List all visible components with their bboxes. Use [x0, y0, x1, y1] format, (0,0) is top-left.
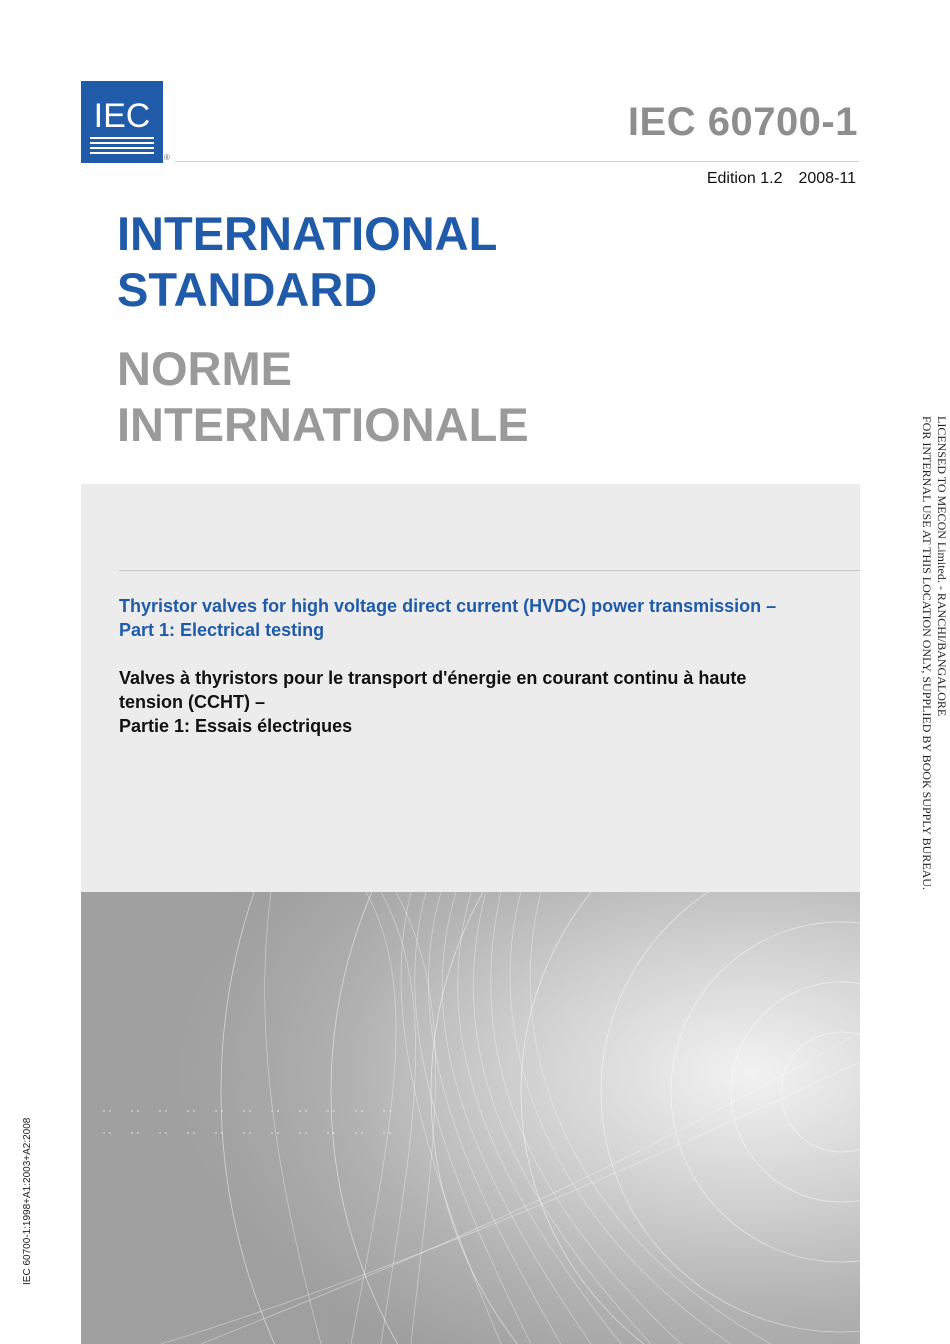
header-divider: [175, 161, 859, 162]
standard-number: IEC 60700-1: [627, 100, 858, 144]
license-notice: [917, 416, 949, 890]
cover-artwork: [81, 892, 860, 1344]
license-notice-line: LICENSED TO MECON Limited. - RANCHI/BANGALORE: [935, 416, 949, 717]
logo-text: IEC: [93, 97, 151, 135]
subtitle-french-line: Valves à thyristors pour le transport d'énergie en courant continu à haute: [119, 668, 747, 688]
subtitle-french: [119, 666, 746, 738]
title-english-line: INTERNATIONAL: [117, 207, 498, 260]
edition-date: 2008-11: [798, 170, 856, 187]
iec-logo-mark: [81, 81, 163, 163]
title-french-line: INTERNATIONALE: [117, 398, 529, 451]
license-notice-line: FOR INTERNAL USE AT THIS LOCATION ONLY, SUPPLIED BY BOOK SUPPLY BUREAU.: [920, 416, 934, 890]
subtitle-french-line: Partie 1: Essais électriques: [119, 716, 353, 736]
title-french-line: NORME: [117, 342, 292, 395]
title-english-line: STANDARD: [117, 263, 378, 316]
cover-artwork-graphic: [81, 892, 860, 1344]
iec-logo: [81, 81, 163, 163]
spine-reference: IEC 60700-1:1998+A1:2003+A2:2008: [22, 1117, 33, 1285]
title-english: [117, 206, 497, 318]
subtitle-french-line: tension (CCHT) –: [119, 692, 265, 712]
subtitle-english-line: Thyristor valves for high voltage direct current (HVDC) power transmission –: [119, 596, 777, 616]
edition-label: Edition 1.2: [706, 170, 783, 187]
panel-divider: [119, 570, 860, 571]
subtitle-english: [119, 594, 776, 642]
registered-mark: ®: [164, 153, 170, 162]
title-french: [117, 341, 529, 453]
subtitle-english-line: Part 1: Electrical testing: [119, 620, 325, 640]
edition-line: [707, 170, 856, 188]
